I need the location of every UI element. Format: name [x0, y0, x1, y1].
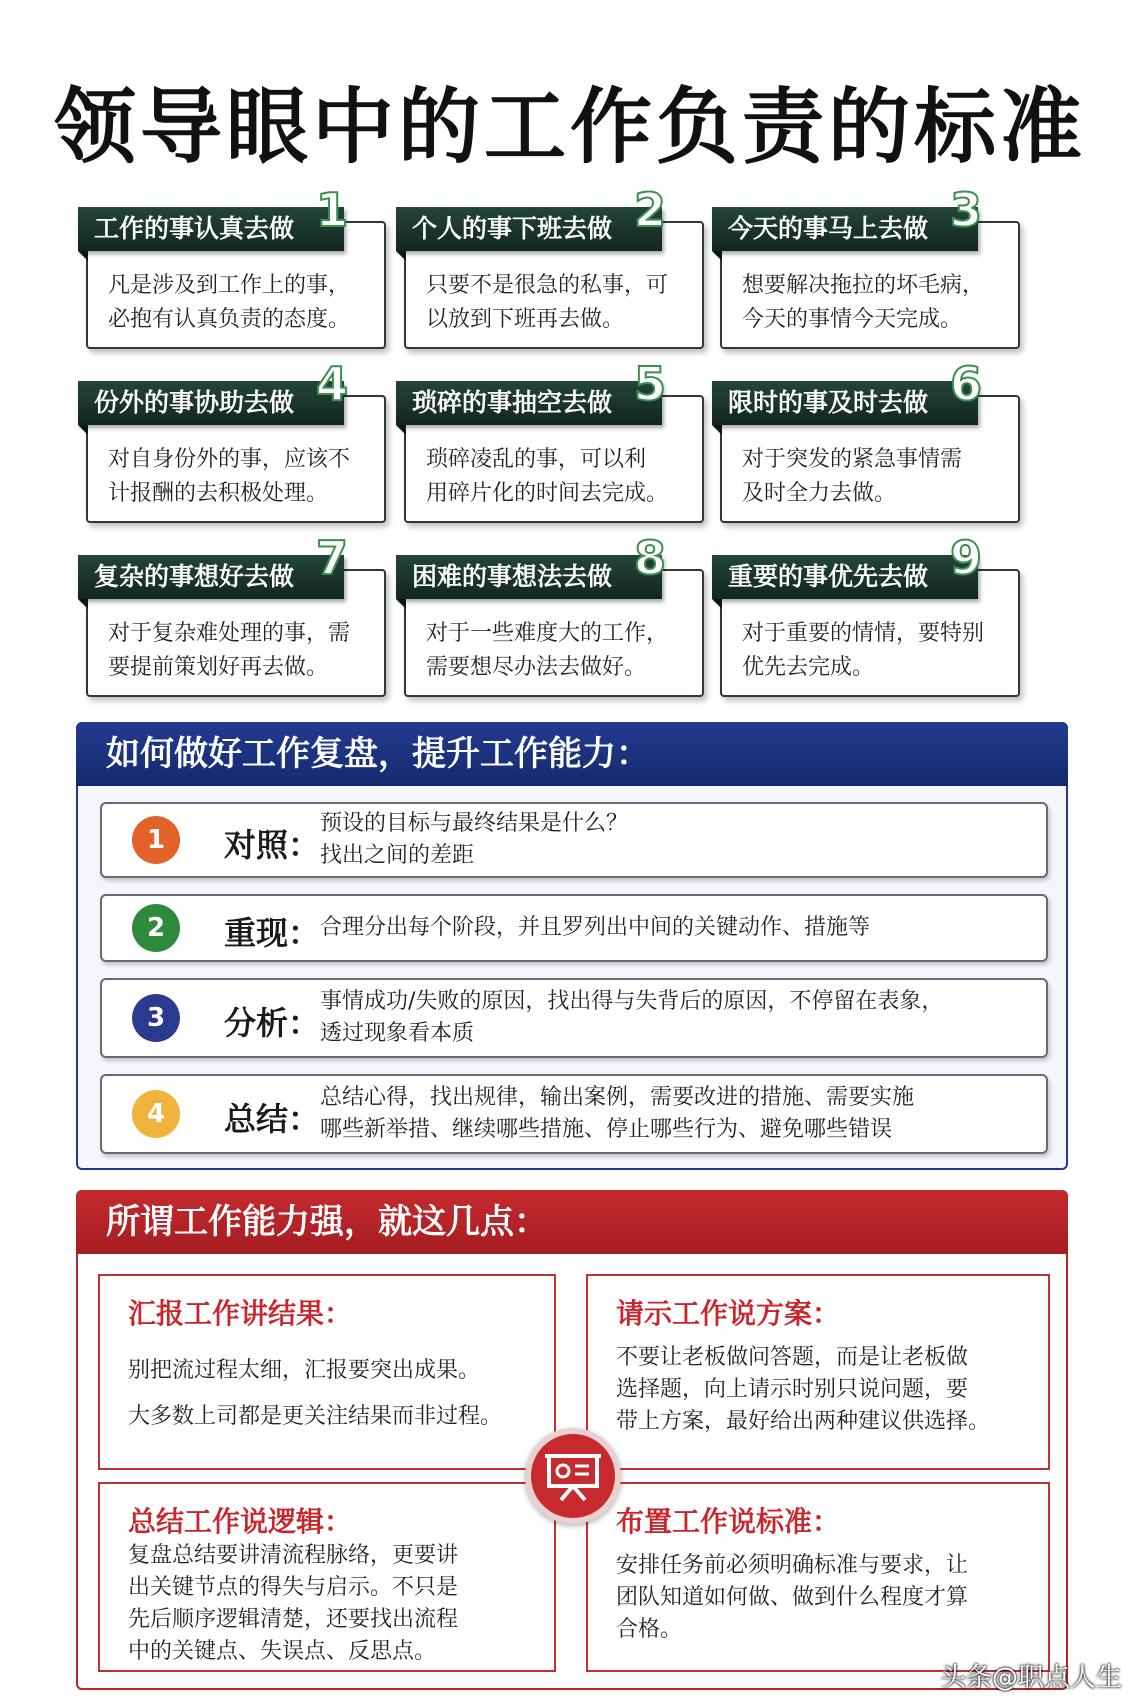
- ability-box-title: 布置工作说标准：: [616, 1505, 841, 1538]
- rule-number: 5: [634, 357, 667, 411]
- rule-heading: 重要的事优先去做: [712, 555, 978, 599]
- review-text: 预设的目标与最终结果是什么？ 找出之间的差距: [320, 811, 629, 868]
- rule-number: 8: [634, 531, 667, 585]
- page-title: 领导眼中的工作负责的标准: [53, 80, 1086, 175]
- rule-card-6: [712, 357, 1020, 523]
- rule-number: 3: [950, 183, 983, 237]
- ability-box-summary: [98, 1482, 556, 1672]
- watermark: 头条@职点人生: [939, 1663, 1122, 1693]
- rule-description: 想要解决拖拉的坏毛病， 今天的事情今天完成。: [742, 273, 985, 332]
- presentation-board-icon: [525, 1428, 621, 1524]
- rule-card-2: [396, 183, 704, 349]
- ability-box-text: 安排任务前必须明确标准与要求，让 团队知道如何做、做到什么程度才算 合格。: [616, 1553, 969, 1642]
- review-number-badge: 3: [132, 994, 180, 1042]
- review-heading: 如何做好工作复盘，提升工作能力：: [76, 722, 1068, 786]
- review-text: 事情成功/失败的原因，找出得与失背后的原因，不停留在表象， 透过现象看本质: [320, 989, 944, 1046]
- ability-box-report: [98, 1274, 556, 1470]
- rule-card-7: [78, 531, 386, 697]
- ability-heading: 所谓工作能力强，就这几点：: [76, 1190, 1068, 1254]
- rule-description: 只要不是很急的私事，可 以放到下班再去做。: [426, 273, 669, 332]
- ability-box-text: 复盘总结要讲清流程脉络，更要讲 出关键节点的得失与启示。不只是 先后顺序逻辑清楚，还要找出流程 中的关键点、失误点、反思点。: [128, 1543, 459, 1664]
- rule-number: 7: [316, 531, 349, 585]
- ability-box-text: 别把流过程太细，汇报要突出成果。 大多数上司都是更关注结果而非过程。: [128, 1358, 503, 1429]
- review-text: 总结心得，找出规律，输出案例，需要改进的措施、需要实施 哪些新举措、继续哪些措施、停止哪些行为、避免哪些错误: [320, 1085, 915, 1142]
- rule-description: 对于突发的紧急事情需 及时全力去做。: [742, 447, 963, 506]
- ability-box-title: 总结工作说逻辑：: [128, 1505, 353, 1538]
- rule-description: 对于重要的情情，要特别 优先去完成。: [742, 621, 985, 680]
- review-section: [76, 722, 1068, 1170]
- rule-heading: 份外的事协助去做: [78, 381, 344, 425]
- review-row-2: [100, 894, 1048, 962]
- review-number-badge: 2: [132, 904, 180, 952]
- rule-card-3: [712, 183, 1020, 349]
- review-row-1: [100, 802, 1048, 878]
- review-label: 对照：: [224, 826, 321, 864]
- rule-heading: 工作的事认真去做: [78, 207, 344, 251]
- rule-description: 对于复杂难处理的事，需 要提前策划好再去做。: [108, 621, 351, 680]
- rule-card-9: [712, 531, 1020, 697]
- ability-box-request: [586, 1274, 1050, 1470]
- review-number-badge: 4: [132, 1090, 180, 1138]
- rule-number: 4: [316, 357, 349, 411]
- rule-description: 对于一些难度大的工作， 需要想尽办法去做好。: [426, 621, 669, 680]
- review-row-4: [100, 1074, 1048, 1154]
- review-row-3: [100, 978, 1048, 1058]
- rule-heading: 琐碎的事抽空去做: [396, 381, 662, 425]
- ability-box-title: 请示工作说方案：: [616, 1297, 841, 1330]
- review-label: 总结：: [224, 1100, 321, 1138]
- rule-card-5: [396, 357, 704, 523]
- rule-heading: 困难的事想法去做: [396, 555, 662, 599]
- rule-heading: 个人的事下班去做: [396, 207, 662, 251]
- rule-description: 对自身份外的事，应该不 计报酬的去积极处理。: [108, 447, 351, 506]
- review-label: 分析：: [224, 1004, 321, 1042]
- rule-number: 2: [634, 183, 667, 237]
- rule-heading: 限时的事及时去做: [712, 381, 978, 425]
- rule-heading: 复杂的事想好去做: [78, 555, 344, 599]
- review-text: 合理分出每个阶段，并且罗列出中间的关键动作、措施等: [320, 915, 871, 940]
- ability-box-assign: [586, 1482, 1050, 1672]
- rule-number: 9: [950, 531, 983, 585]
- rule-description: 凡是涉及到工作上的事， 必抱有认真负责的态度。: [108, 273, 351, 332]
- rule-card-1: [78, 183, 386, 349]
- rule-card-8: [396, 531, 704, 697]
- ability-box-title: 汇报工作讲结果：: [128, 1297, 353, 1330]
- rule-heading: 今天的事马上去做: [712, 207, 978, 251]
- review-number-badge: 1: [132, 816, 180, 864]
- rule-number: 1: [316, 183, 349, 237]
- rule-card-4: [78, 357, 386, 523]
- rule-description: 琐碎凌乱的事，可以利 用碎片化的时间去完成。: [426, 447, 669, 506]
- rule-number: 6: [950, 357, 983, 411]
- review-label: 重现：: [224, 914, 321, 952]
- ability-box-text: 不要让老板做问答题，而是让老板做 选择题，向上请示时别只说问题，要 带上方案，最好给出两种建议供选择。: [616, 1345, 991, 1434]
- rules-grid: [78, 183, 1068, 715]
